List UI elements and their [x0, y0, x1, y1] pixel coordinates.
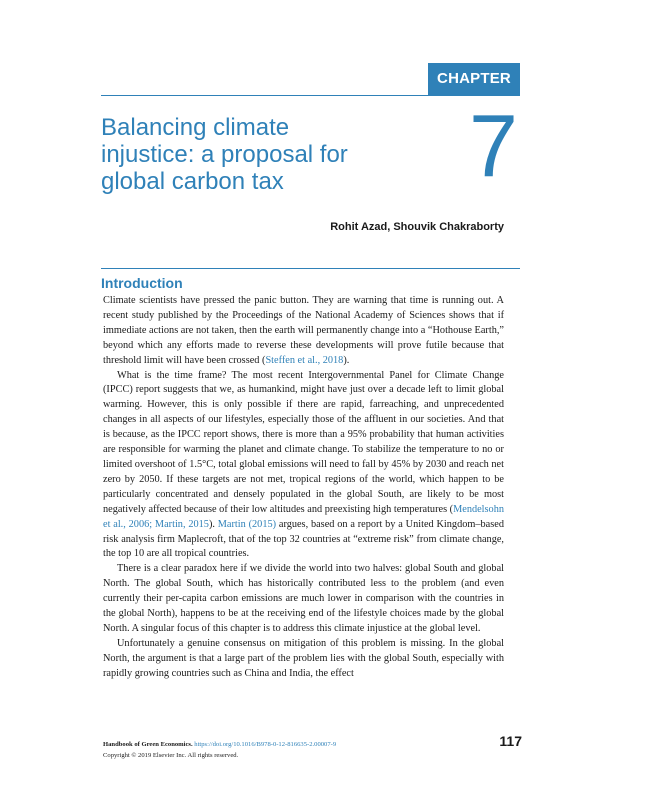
paragraph-2-end: argues, based on a report by a United Kingdom–based risk analysis firm Maplecroft, that of the top 32 countries at “extreme risk” from climate change, the top 10 are all tropical countries. [103, 518, 504, 560]
chapter-label: CHAPTER [428, 63, 520, 95]
chapter-divider [101, 95, 520, 96]
page-number: 117 [499, 733, 522, 749]
copyright-notice: Copyright © 2019 Elsevier Inc. All rights reserved. [103, 752, 239, 759]
paragraph-1-end: ). [343, 354, 350, 366]
section-heading: Introduction [101, 275, 183, 291]
paragraph-1-text: Climate scientists have pressed the panic button. They are warning that time is running out. A recent study published by the Proceedings of the National Academy of Sciences shows that if immediate actions are not taken, then the earth will permanently change into a “Hothouse Earth,” beyond which any efforts made to reverse these developments will prove futile because that threshold limit will have been crossed ( [103, 295, 504, 366]
footer-citation [103, 740, 336, 749]
paragraph-2-text: What is the time frame? The most recent Intergovernmental Panel for Climate Change (IPCC) report suggests that we, as humankind, might have just over a decade left to limit global warming. However, this is only possible if there are rapid, farreaching, and unprecedented changes in all aspects of our lifestyles, especially those of the affluent in our societies. And that is because, as the IPCC report shows, there is more than a 95% probability that human activities are responsible for warming the planet and climate change. To stabilize the temperature to no or limited overshoot of 1.5°C, total global emissions will need to fall by 45% by 2030 and reach net zero by 2050. If these targets are not met, tropical regions of the world, which happen to be particularly concentrated and densely populated in the global South, are likely to be most negatively affected because of their low altitudes and preexisting high temperatures ( [103, 369, 504, 515]
chapter-number: 7 [469, 96, 518, 195]
title-line-3: global carbon tax [101, 168, 284, 195]
citation-steffen-2018[interactable]: Steffen et al., 2018 [265, 354, 344, 366]
paragraph-3: There is a clear paradox here if we divide the world into two halves: global South and global North. The global South, which has historically contributed less to the problem (and even currently their per-capita carbon emissions are much lower in comparison with the countries in the global North), happens to be at the receiving end of the lifestyle choices made by the global North. A singular focus of this chapter is to address this climate injustice at the global level. [103, 563, 504, 634]
doi-link[interactable]: https://doi.org/10.1016/B978-0-12-816635-2.00007-9 [194, 741, 337, 748]
paragraph-1 [103, 294, 504, 369]
journal-name: Handbook of Green Economics. [103, 741, 193, 748]
citation-martin-2015[interactable]: Martin (2015) [217, 518, 277, 530]
citation-mendelsohn-martin[interactable]: Mendelsohn et al., 2006; Martin, 2015 [103, 503, 504, 530]
chapter-title [101, 114, 421, 195]
paragraph-2 [103, 369, 504, 563]
paragraph-4: Unfortunately a genuine consensus on mitigation of this problem is missing. In the global North, the argument is that a large part of the problem lies with the global South, especially with rapidly growing countries such as China and India, the effect [103, 637, 504, 679]
title-line-2: injustice: a proposal for [101, 141, 348, 168]
paragraph-2-mid: ). [208, 518, 218, 530]
body-text [103, 294, 504, 682]
title-line-1: Balancing climate [101, 114, 290, 141]
authors: Rohit Azad, Shouvik Chakraborty [330, 221, 504, 233]
section-divider [101, 268, 520, 269]
